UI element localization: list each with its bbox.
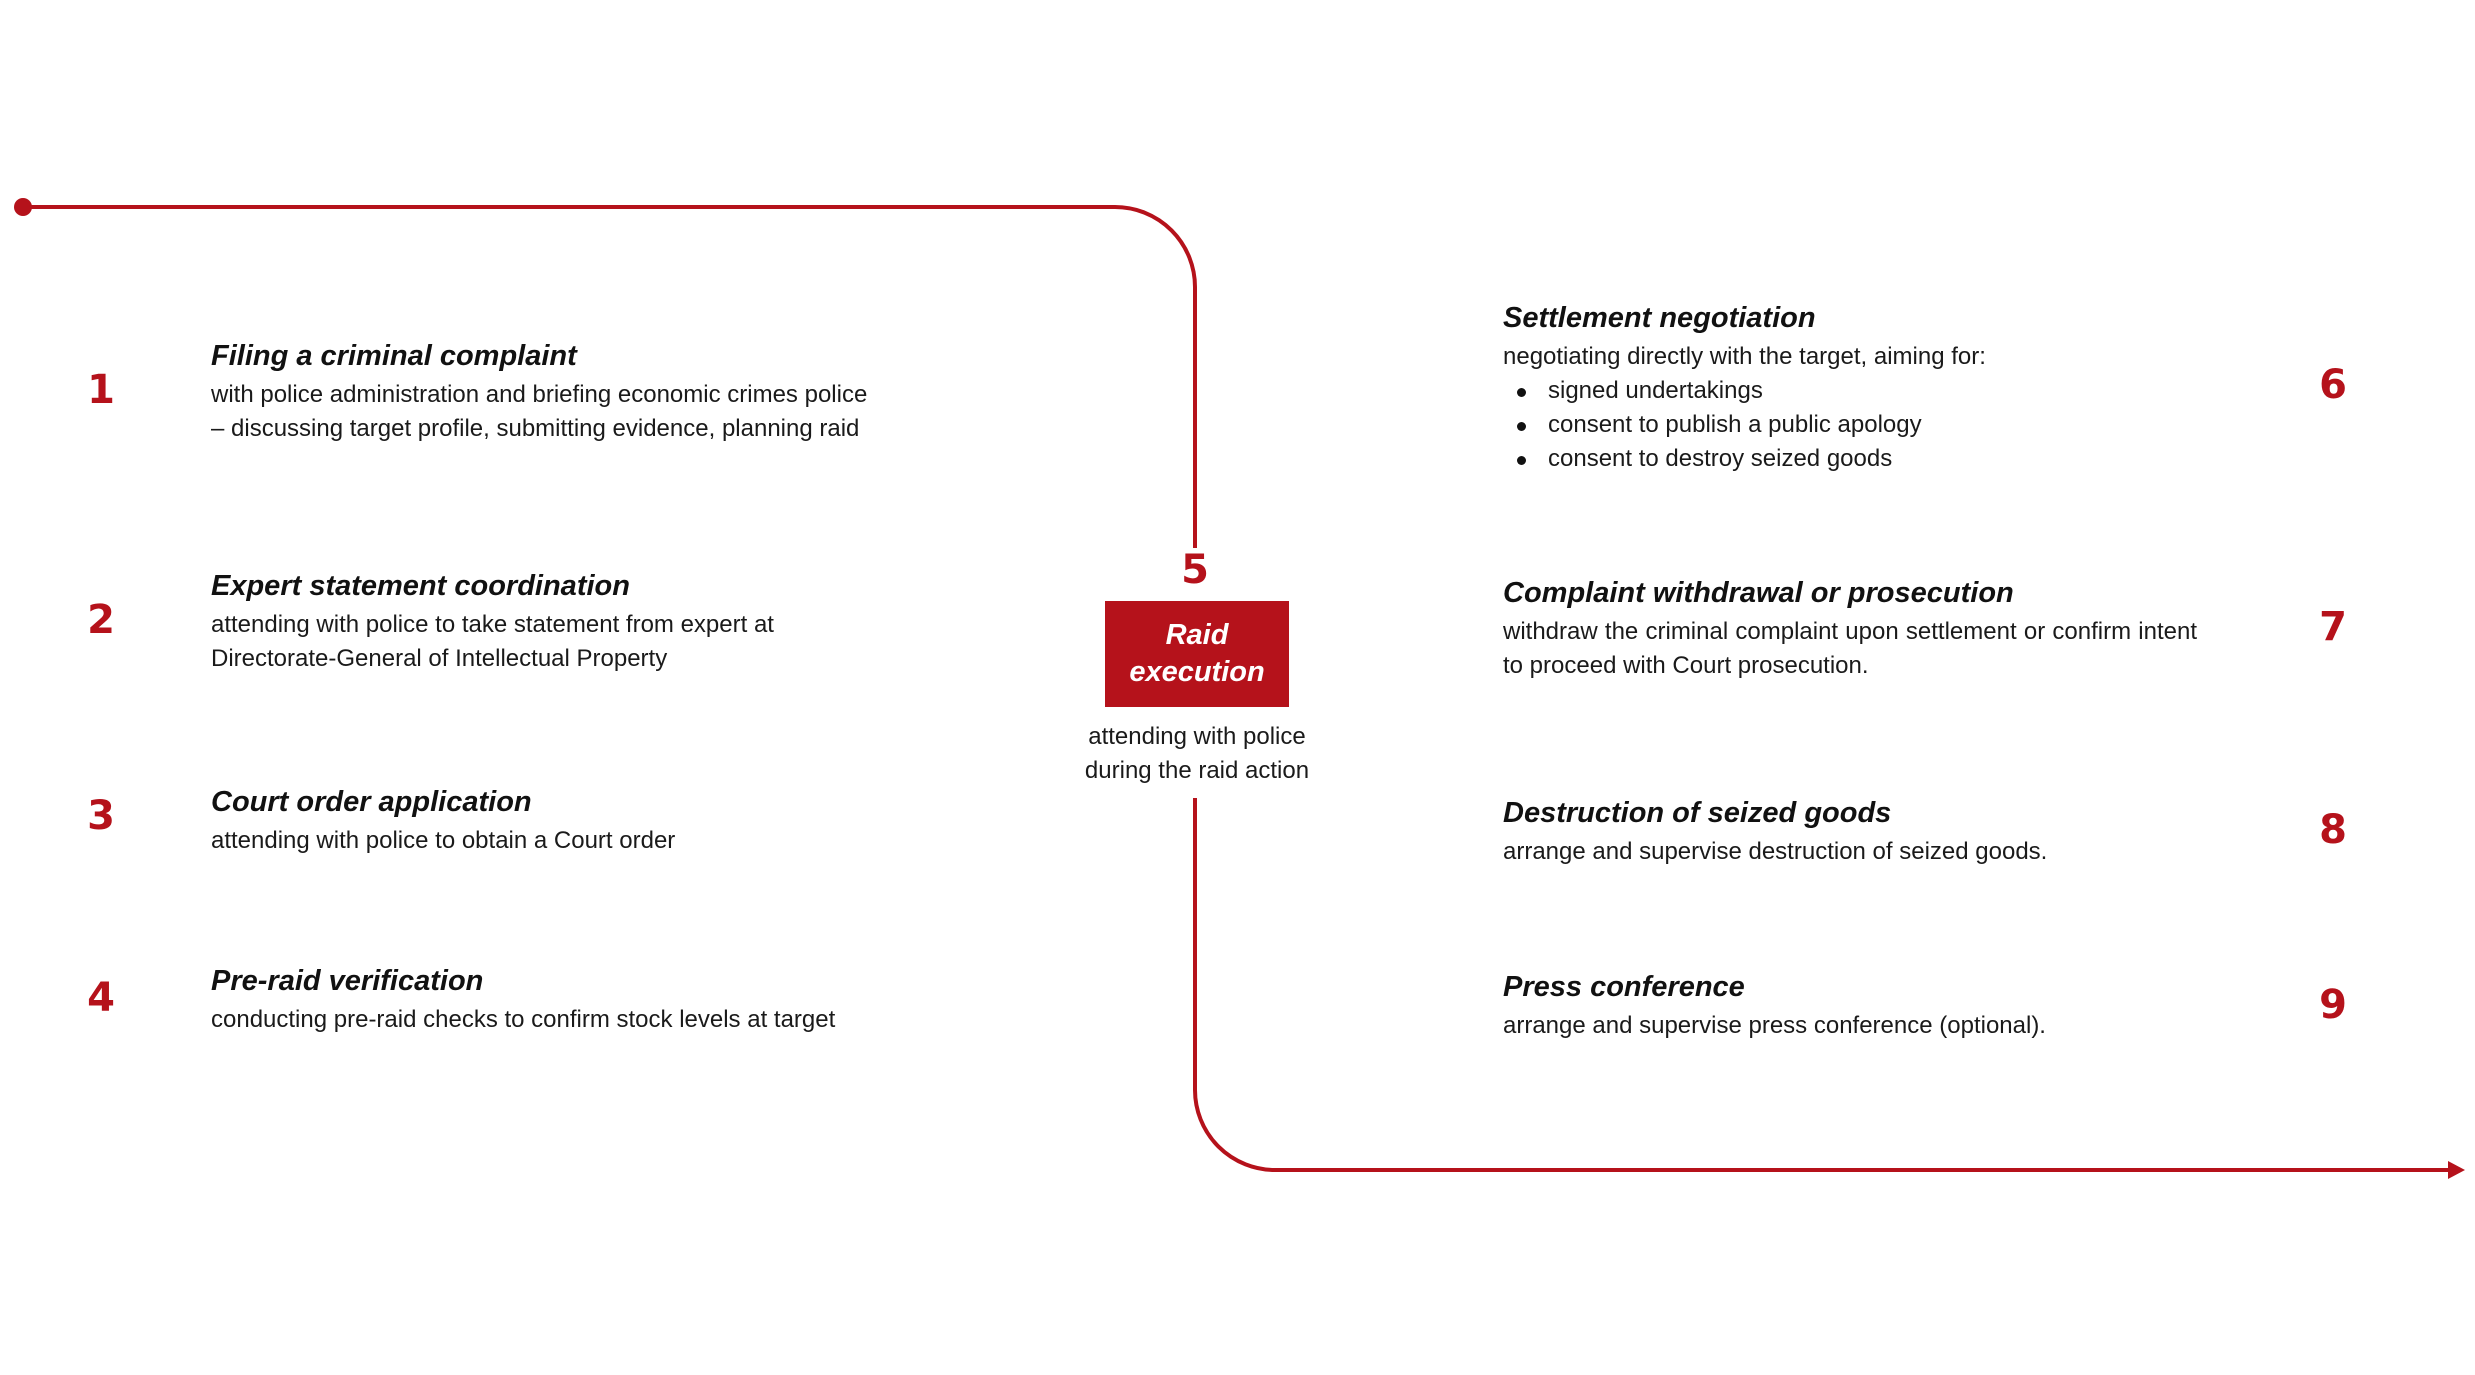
step-4-number: 4	[87, 975, 115, 1021]
step-2-description	[211, 608, 821, 676]
step-3-number: 3	[87, 793, 115, 839]
step-1-desc-line: – discussing target profile, submitting evidence, planning raid	[211, 415, 860, 442]
step-2-desc-line: attending with police to take statement from expert at	[211, 611, 774, 638]
raid-desc-line: attending with police	[1088, 723, 1306, 750]
step-4-title: Pre-raid verification	[211, 965, 484, 997]
step-9	[1503, 969, 2203, 1043]
raid-title-line: execution	[1129, 656, 1265, 688]
raid-execution-box	[1105, 601, 1289, 707]
step-1-number: 1	[87, 367, 115, 413]
raid-execution-description	[1050, 720, 1344, 788]
step-9-description: arrange and supervise press conference (optional).	[1503, 1012, 2046, 1039]
step-3-description	[211, 824, 911, 858]
list-item: signed undertakings	[1503, 374, 2203, 408]
list-item: consent to publish a public apology	[1503, 408, 2203, 442]
step-7-description: withdraw the criminal complaint upon settlement or confirm intent to proceed with Court prosecution.	[1503, 618, 2197, 679]
step-6-title: Settlement negotiation	[1503, 302, 1816, 334]
step-5-number: 5	[1181, 547, 1209, 593]
list-item: consent to destroy seized goods	[1503, 442, 2203, 476]
raid-desc-line: during the raid action	[1084, 757, 1310, 784]
step-9-title: Press conference	[1503, 971, 1745, 1003]
step-3-title: Court order application	[211, 786, 532, 818]
step-8-title: Destruction of seized goods	[1503, 797, 1892, 829]
step-7	[1503, 575, 2197, 683]
step-9-number: 9	[2319, 982, 2347, 1028]
step-2-desc-line: Directorate-General of Intellectual Property	[211, 645, 668, 672]
step-1-desc-line: with police administration and briefing economic crimes police	[211, 381, 868, 408]
step-3-desc-line: attending with police to obtain a Court order	[211, 827, 676, 854]
step-2-number: 2	[87, 597, 115, 643]
raid-title-line: Raid	[1165, 619, 1229, 651]
step-6-description: negotiating directly with the target, aiming for:	[1503, 343, 1986, 370]
step-4-desc-line: conducting pre-raid checks to confirm stock levels at target	[211, 1006, 836, 1033]
step-1-title: Filing a criminal complaint	[211, 340, 577, 372]
step-4	[211, 963, 911, 1037]
step-6-number: 6	[2319, 362, 2347, 408]
step-4-description	[211, 1003, 911, 1037]
step-3	[211, 784, 911, 858]
step-8-number: 8	[2319, 807, 2347, 853]
step-2	[211, 568, 821, 676]
step-8-description: arrange and supervise destruction of seized goods.	[1503, 838, 2048, 865]
step-7-number: 7	[2319, 604, 2347, 650]
step-7-title: Complaint withdrawal or prosecution	[1503, 577, 2014, 609]
step-8	[1503, 795, 2203, 869]
step-6	[1503, 300, 2203, 476]
step-1-description	[211, 378, 911, 446]
flow-end-arrow-icon	[2448, 1161, 2465, 1179]
step-1	[211, 338, 911, 446]
step-2-title: Expert statement coordination	[211, 570, 630, 602]
step-6-bullet-list	[1503, 374, 2203, 476]
